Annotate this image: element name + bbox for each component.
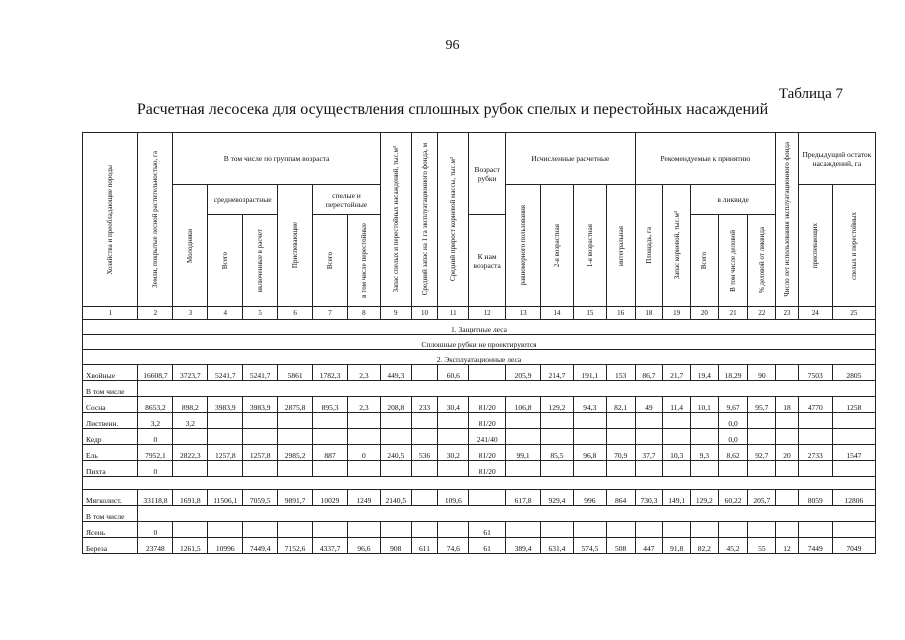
table-cell: 81/20 (469, 413, 506, 429)
header-cell: Средний запас на 1 га эксплуатационного фонда, м (411, 133, 438, 307)
row-name: Хвойные (83, 365, 138, 381)
table-cell: 1249 (347, 490, 380, 506)
table-cell: 8059 (798, 490, 832, 506)
column-number: 8 (347, 307, 380, 320)
header-group: в ликвиде (690, 185, 775, 215)
table-cell: 7952,1 (138, 445, 173, 461)
table-cell (411, 429, 438, 445)
table-cell: 5241,7 (243, 365, 278, 381)
header-cell: 1-я возрастная (573, 185, 606, 307)
table-cell (776, 461, 799, 477)
page-number: 96 (445, 38, 460, 53)
header-group: спелые и перестойные (313, 185, 381, 215)
table-cell: 0,0 (718, 429, 748, 445)
table-cell: 16608,7 (138, 365, 173, 381)
table-cell: 5861 (278, 365, 313, 381)
column-number: 10 (411, 307, 438, 320)
table-cell: 0 (138, 461, 173, 477)
table-cell: 2985,2 (278, 445, 313, 461)
table-cell: 10,1 (690, 397, 718, 413)
column-number: 19 (663, 307, 691, 320)
table-cell: 2805 (832, 365, 875, 381)
table-cell (438, 461, 469, 477)
table-cell: 106,8 (506, 397, 541, 413)
table-cell: 929,4 (541, 490, 574, 506)
table-cell (506, 413, 541, 429)
table-cell: 96,6 (347, 538, 380, 554)
table-cell (278, 461, 313, 477)
table-cell (776, 429, 799, 445)
table-cell: 129,2 (690, 490, 718, 506)
table-cell (506, 429, 541, 445)
column-number: 5 (243, 307, 278, 320)
row-name: Береза (83, 538, 138, 554)
header-group: средневозрастные (208, 185, 278, 215)
header-cell: Всего (313, 215, 348, 307)
table-row (83, 490, 876, 506)
header-cell: Приспевающие (278, 185, 313, 307)
table-cell: 49 (635, 397, 663, 413)
header-cell: приспевающих (798, 185, 832, 307)
table-cell (748, 429, 776, 445)
table-cell: 1257,8 (208, 445, 243, 461)
table-cell: 33118,8 (138, 490, 173, 506)
table-cell: 129,2 (541, 397, 574, 413)
table-cell (635, 522, 663, 538)
table-cell (541, 413, 574, 429)
table-cell (541, 429, 574, 445)
table-cell: 0 (347, 445, 380, 461)
table-cell: 94,3 (573, 397, 606, 413)
table-cell: 99,1 (506, 445, 541, 461)
table-cell (832, 461, 875, 477)
column-number: 1 (83, 307, 138, 320)
table-cell (635, 429, 663, 445)
table-cell (347, 429, 380, 445)
table-cell (313, 522, 348, 538)
table-cell: 60,6 (438, 365, 469, 381)
table-cell (278, 413, 313, 429)
table-cell: 730,3 (635, 490, 663, 506)
table-cell: 895,3 (313, 397, 348, 413)
row-name: Ясень (83, 522, 138, 538)
header-cell: спелых и перестойных (832, 185, 875, 307)
table-row (83, 538, 876, 554)
table-cell: 2875,8 (278, 397, 313, 413)
table-cell: 996 (573, 490, 606, 506)
table-cell: 205,9 (506, 365, 541, 381)
table-cell: 9,67 (718, 397, 748, 413)
table-cell: 3,2 (173, 413, 208, 429)
row-name: Ель (83, 445, 138, 461)
table-cell: 10,3 (663, 445, 691, 461)
table-cell (411, 413, 438, 429)
table-cell: 908 (380, 538, 411, 554)
table-cell (798, 461, 832, 477)
table-cell (635, 413, 663, 429)
header-cell: в том числе перестойные (347, 215, 380, 307)
header-cell: К нам возраста (469, 215, 506, 307)
table-cell (438, 413, 469, 429)
table-cell: 7449,4 (243, 538, 278, 554)
column-number: 11 (438, 307, 469, 320)
column-number: 12 (469, 307, 506, 320)
table-cell: 9,3 (690, 445, 718, 461)
column-number: 23 (776, 307, 799, 320)
table-cell: 61 (469, 538, 506, 554)
column-number: 24 (798, 307, 832, 320)
table-cell: 1261,5 (173, 538, 208, 554)
table-row (83, 461, 876, 477)
table-cell: 241/40 (469, 429, 506, 445)
header-group: В том числе по группам возраста (173, 133, 380, 185)
table-cell (208, 461, 243, 477)
table-cell: 898,2 (173, 397, 208, 413)
table-cell: 9891,7 (278, 490, 313, 506)
table-cell (663, 429, 691, 445)
table-cell (776, 522, 799, 538)
table-cell: 12806 (832, 490, 875, 506)
table-cell: 18 (776, 397, 799, 413)
header-cell: Всего (208, 215, 243, 307)
table-cell (606, 429, 635, 445)
table-cell (776, 413, 799, 429)
table-cell: 30,2 (438, 445, 469, 461)
column-number: 2 (138, 307, 173, 320)
table-cell (208, 429, 243, 445)
table-cell: 205,7 (748, 490, 776, 506)
table-cell: 1691,8 (173, 490, 208, 506)
table-cell (173, 522, 208, 538)
table-cell (690, 461, 718, 477)
row-name: Пихта (83, 461, 138, 477)
table-cell (173, 429, 208, 445)
section-title: 1. Защитные леса (83, 320, 876, 335)
table-cell (663, 522, 691, 538)
table-cell: 81/20 (469, 445, 506, 461)
table-cell: 2,3 (347, 397, 380, 413)
column-number: 22 (748, 307, 776, 320)
row-name: Мягколист. (83, 490, 138, 506)
table-row (83, 429, 876, 445)
table-cell: 91,8 (663, 538, 691, 554)
table-cell: 85,5 (541, 445, 574, 461)
column-number: 20 (690, 307, 718, 320)
table-cell (718, 461, 748, 477)
table-cell: 8,62 (718, 445, 748, 461)
table-cell (798, 429, 832, 445)
table-cell: 536 (411, 445, 438, 461)
header-group: Исчисленные расчетные (506, 133, 635, 185)
table-cell (690, 522, 718, 538)
table-cell (606, 413, 635, 429)
table-cell (748, 413, 776, 429)
table-cell: 191,1 (573, 365, 606, 381)
table-cell (663, 461, 691, 477)
table-cell: 1257,8 (243, 445, 278, 461)
row-name: Лиственн. (83, 413, 138, 429)
header-cell: 2-я возрастная (541, 185, 574, 307)
header-cell: В том числе деловой (718, 215, 748, 307)
table-row (83, 397, 876, 413)
table-cell (173, 461, 208, 477)
row-name: Сосна (83, 397, 138, 413)
table-cell: 90 (748, 365, 776, 381)
table-cell: 109,6 (438, 490, 469, 506)
table-cell: 7049 (832, 538, 875, 554)
table-cell: 0 (138, 522, 173, 538)
table-cell: 96,8 (573, 445, 606, 461)
table-cell: 86,7 (635, 365, 663, 381)
column-number: 9 (380, 307, 411, 320)
table-cell (411, 522, 438, 538)
table-cell (663, 413, 691, 429)
table-cell: 0,0 (718, 413, 748, 429)
header-cell: Молодняки (173, 185, 208, 307)
table-cell: 10996 (208, 538, 243, 554)
table-cell: 82,1 (606, 397, 635, 413)
table-row (83, 365, 876, 381)
table-cell (380, 522, 411, 538)
table-cell: 7059,5 (243, 490, 278, 506)
header-cell: равномерного пользования (506, 185, 541, 307)
table-cell: 60,22 (718, 490, 748, 506)
table-cell: 74,6 (438, 538, 469, 554)
header-cell: Площадь, га (635, 185, 663, 307)
table-cell: 2733 (798, 445, 832, 461)
table-cell: 887 (313, 445, 348, 461)
table-cell (313, 461, 348, 477)
table-cell: 233 (411, 397, 438, 413)
table-cell (506, 461, 541, 477)
column-number: 18 (635, 307, 663, 320)
table-cell: 449,3 (380, 365, 411, 381)
column-number: 15 (573, 307, 606, 320)
table-cell: 631,4 (541, 538, 574, 554)
table-cell (380, 429, 411, 445)
table-cell: 95,7 (748, 397, 776, 413)
table-cell: 7503 (798, 365, 832, 381)
table-cell: 864 (606, 490, 635, 506)
table-cell (243, 413, 278, 429)
table-cell: 7152,6 (278, 538, 313, 554)
section-title: 2. Эксплуатационные леса (83, 350, 876, 365)
table-cell: 11506,1 (208, 490, 243, 506)
table-cell: 20 (776, 445, 799, 461)
table-cell (380, 461, 411, 477)
table-cell: 508 (606, 538, 635, 554)
table-cell: 7449 (798, 538, 832, 554)
table-cell (438, 429, 469, 445)
table-cell: 2140,5 (380, 490, 411, 506)
table-cell: 70,9 (606, 445, 635, 461)
table-cell: 149,1 (663, 490, 691, 506)
table-row (83, 522, 876, 538)
table-cell (635, 461, 663, 477)
table-cell: 37,7 (635, 445, 663, 461)
table-cell (506, 522, 541, 538)
table-cell: 4337,7 (313, 538, 348, 554)
table-cell (208, 522, 243, 538)
table-cell (748, 461, 776, 477)
table-cell: 3,2 (138, 413, 173, 429)
table-cell (832, 522, 875, 538)
column-number: 7 (313, 307, 348, 320)
table-cell: 0 (138, 429, 173, 445)
table-cell (718, 522, 748, 538)
table-cell (573, 429, 606, 445)
table-cell (573, 522, 606, 538)
header-cell: Запас корневой, тыс.м³ (663, 185, 691, 307)
table-cell (573, 413, 606, 429)
table-cell: 92,7 (748, 445, 776, 461)
table-cell: 208,8 (380, 397, 411, 413)
table-cell: 214,7 (541, 365, 574, 381)
header-cell: Число лет использования эксплуатационного фонда (776, 133, 799, 307)
header-cell: интегральная (606, 185, 635, 307)
table-label: Таблица 7 (778, 86, 843, 102)
table-cell (347, 461, 380, 477)
row-name: Кедр (83, 429, 138, 445)
table-cell (469, 490, 506, 506)
subgroup-label: В том числе (83, 381, 138, 397)
table-cell: 617,8 (506, 490, 541, 506)
table-cell (606, 461, 635, 477)
table-cell: 4770 (798, 397, 832, 413)
table-cell (798, 522, 832, 538)
table-cell: 81/20 (469, 461, 506, 477)
table-cell (313, 429, 348, 445)
table-cell (606, 522, 635, 538)
column-number: 6 (278, 307, 313, 320)
table-cell (776, 365, 799, 381)
table-cell: 2,3 (347, 365, 380, 381)
table-cell: 21,7 (663, 365, 691, 381)
header-group: Предыдущий остаток насаждений, га (798, 133, 875, 185)
table-cell: 153 (606, 365, 635, 381)
table-cell: 81/20 (469, 397, 506, 413)
table-cell: 30,4 (438, 397, 469, 413)
table-cell: 61 (469, 522, 506, 538)
table-cell: 82,2 (690, 538, 718, 554)
table-cell (243, 429, 278, 445)
table-cell (347, 413, 380, 429)
table-cell: 3983,9 (243, 397, 278, 413)
header-cell: Всего (690, 215, 718, 307)
header-cell: Запас спелых и перестойных насаждений, тыс.м³ (380, 133, 411, 307)
table-cell: 55 (748, 538, 776, 554)
column-number: 4 (208, 307, 243, 320)
table-cell (411, 461, 438, 477)
table-cell: 3983,9 (208, 397, 243, 413)
table-cell (832, 429, 875, 445)
table-cell: 3723,7 (173, 365, 208, 381)
table-cell (380, 413, 411, 429)
table-row (83, 445, 876, 461)
table-cell (748, 522, 776, 538)
table-cell (278, 429, 313, 445)
table-cell (573, 461, 606, 477)
column-number: 14 (541, 307, 574, 320)
forest-table (82, 132, 876, 554)
table-cell: 5241,7 (208, 365, 243, 381)
table-cell: 23748 (138, 538, 173, 554)
table-cell: 447 (635, 538, 663, 554)
header-group: Рекомендуемые к принятию (635, 133, 776, 185)
table-cell: 240,5 (380, 445, 411, 461)
column-number: 21 (718, 307, 748, 320)
table-cell: 11,4 (663, 397, 691, 413)
document-title: Расчетная лесосека для осуществления сплошных рубок спелых и перестойных насаждений (136, 101, 769, 118)
column-number: 13 (506, 307, 541, 320)
table-cell (243, 461, 278, 477)
table-cell (438, 522, 469, 538)
table-cell: 1258 (832, 397, 875, 413)
column-number: 25 (832, 307, 875, 320)
table-cell (208, 413, 243, 429)
table-cell (278, 522, 313, 538)
header-cell: % деловой от ликвида (748, 215, 776, 307)
table-cell (347, 522, 380, 538)
header-cell: Хозяйства и преобладающие породы (83, 133, 138, 307)
table-cell: 1782,3 (313, 365, 348, 381)
table-cell: 611 (411, 538, 438, 554)
column-number-row (83, 307, 876, 320)
table-cell (832, 413, 875, 429)
table-cell: 10029 (313, 490, 348, 506)
table-cell (690, 413, 718, 429)
table-cell: 19,4 (690, 365, 718, 381)
table-cell (541, 522, 574, 538)
table-cell (411, 365, 438, 381)
column-number: 16 (606, 307, 635, 320)
table-cell: 574,5 (573, 538, 606, 554)
table-cell (411, 490, 438, 506)
table-cell (690, 429, 718, 445)
table-cell (313, 413, 348, 429)
table-cell: 2822,3 (173, 445, 208, 461)
table-cell: 45,2 (718, 538, 748, 554)
table-cell (469, 365, 506, 381)
table-cell (776, 490, 799, 506)
table-cell: 1547 (832, 445, 875, 461)
header-cell: Средний прирост корневой массы, тыс.м³ (438, 133, 469, 307)
header-cell: Земли, покрытые лесной растительностью, га (138, 133, 173, 307)
table-cell: 389,4 (506, 538, 541, 554)
header-cell: включенные в расчет (243, 215, 278, 307)
table-cell (541, 461, 574, 477)
table-row (83, 413, 876, 429)
table-cell: 8653,2 (138, 397, 173, 413)
column-number: 3 (173, 307, 208, 320)
section-note: Сплошные рубки не проектируются (83, 335, 876, 350)
table-cell (798, 413, 832, 429)
table-cell (243, 522, 278, 538)
header-group: Возраст рубки (469, 133, 506, 215)
table-cell: 18,29 (718, 365, 748, 381)
table-cell: 12 (776, 538, 799, 554)
subgroup-label: В том числе (83, 506, 138, 522)
